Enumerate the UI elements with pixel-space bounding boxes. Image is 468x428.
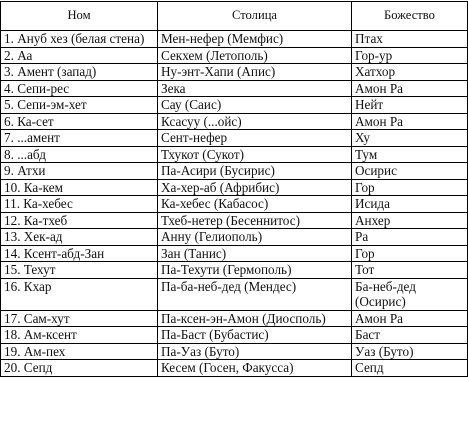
nome-cell: 9. Атхи xyxy=(1,163,158,180)
table-row xyxy=(1,196,468,213)
table-row xyxy=(1,262,468,279)
table-row xyxy=(1,343,468,360)
table-row xyxy=(1,163,468,180)
table-row xyxy=(1,278,468,310)
capital-cell: Па-Асири (Бусирис) xyxy=(158,163,352,180)
deity-cell: Ху xyxy=(352,130,468,147)
nome-cell: 11. Ка-хебес xyxy=(1,196,158,213)
deity-cell: Хатхор xyxy=(352,64,468,81)
capital-cell: Зан (Танис) xyxy=(158,245,352,262)
nome-cell: 4. Сепи-рес xyxy=(1,80,158,97)
deity-cell: Амон Ра xyxy=(352,310,468,327)
capital-cell: Анну (Гелиополь) xyxy=(158,229,352,246)
header-capital: Столица xyxy=(158,2,352,31)
table-row xyxy=(1,179,468,196)
nome-cell: 20. Сепд xyxy=(1,360,158,377)
deity-cell: Гор xyxy=(352,245,468,262)
nomes-table xyxy=(0,1,468,377)
deity-cell: Тот xyxy=(352,262,468,279)
nome-cell: 18. Ам-ксент xyxy=(1,327,158,344)
nome-cell: 15. Техут xyxy=(1,262,158,279)
nome-cell: 2. Аа xyxy=(1,47,158,64)
nome-cell: 1. Ануб хез (белая стена) xyxy=(1,31,158,48)
nome-cell: 13. Хек-ад xyxy=(1,229,158,246)
deity-cell: Анхер xyxy=(352,212,468,229)
table-row xyxy=(1,146,468,163)
table-body xyxy=(1,31,468,377)
capital-cell: Ксасуу (...ойс) xyxy=(158,113,352,130)
deity-cell: Гор xyxy=(352,179,468,196)
deity-cell: Сепд xyxy=(352,360,468,377)
deity-cell: Осирис xyxy=(352,163,468,180)
nome-cell: 5. Сепи-эм-хет xyxy=(1,97,158,114)
table-row xyxy=(1,245,468,262)
capital-cell: Кесем (Госен, Факусса) xyxy=(158,360,352,377)
nome-cell: 14. Ксент-абд-Зан xyxy=(1,245,158,262)
nome-cell: 6. Ка-сет xyxy=(1,113,158,130)
nome-cell: 3. Амент (запад) xyxy=(1,64,158,81)
capital-cell: Зека xyxy=(158,80,352,97)
header-row xyxy=(1,2,468,31)
capital-cell: Па-Техути (Гермополь) xyxy=(158,262,352,279)
capital-cell: Секхем (Летополь) xyxy=(158,47,352,64)
capital-cell: Па-ксен-эн-Амон (Диосполь) xyxy=(158,310,352,327)
capital-cell: Мен-нефер (Мемфис) xyxy=(158,31,352,48)
header-nome: Ном xyxy=(1,2,158,31)
table-row xyxy=(1,97,468,114)
deity-cell: Исида xyxy=(352,196,468,213)
table-row xyxy=(1,80,468,97)
nome-cell: 16. Кхар xyxy=(1,278,158,310)
deity-cell: Амон Ра xyxy=(352,80,468,97)
table-row xyxy=(1,212,468,229)
table-row xyxy=(1,47,468,64)
table-row xyxy=(1,31,468,48)
nome-cell: 8. ...абд xyxy=(1,146,158,163)
deity-cell: Уаз (Буто) xyxy=(352,343,468,360)
nome-cell: 7. ...амент xyxy=(1,130,158,147)
capital-cell: Па-ба-неб-дед (Мендес) xyxy=(158,278,352,310)
table-header xyxy=(1,2,468,31)
nome-cell: 19. Ам-пех xyxy=(1,343,158,360)
capital-cell: Ну-энт-Хапи (Апис) xyxy=(158,64,352,81)
capital-cell: Сент-нефер xyxy=(158,130,352,147)
capital-cell: Сау (Саис) xyxy=(158,97,352,114)
nome-cell: 10. Ка-кем xyxy=(1,179,158,196)
deity-cell: Ба-неб-дед (Осирис) xyxy=(352,278,468,310)
capital-cell: Ха-хер-аб (Африбис) xyxy=(158,179,352,196)
deity-cell: Нейт xyxy=(352,97,468,114)
table-row xyxy=(1,64,468,81)
capital-cell: Па-Уаз (Буто) xyxy=(158,343,352,360)
table-row xyxy=(1,327,468,344)
deity-cell: Ра xyxy=(352,229,468,246)
deity-cell: Тум xyxy=(352,146,468,163)
table-row xyxy=(1,360,468,377)
capital-cell: Ка-хебес (Кабасос) xyxy=(158,196,352,213)
capital-cell: Тхеб-нетер (Бесеннитос) xyxy=(158,212,352,229)
table-row xyxy=(1,229,468,246)
capital-cell: Па-Баст (Бубастис) xyxy=(158,327,352,344)
capital-cell: Тхукот (Сукот) xyxy=(158,146,352,163)
deity-cell: Гор-ур xyxy=(352,47,468,64)
deity-cell: Птах xyxy=(352,31,468,48)
table-row xyxy=(1,130,468,147)
table-row xyxy=(1,113,468,130)
nome-cell: 17. Сам-хут xyxy=(1,310,158,327)
header-deity: Божество xyxy=(352,2,468,31)
deity-cell: Амон Ра xyxy=(352,113,468,130)
table-row xyxy=(1,310,468,327)
deity-cell: Баст xyxy=(352,327,468,344)
nome-cell: 12. Ка-тхеб xyxy=(1,212,158,229)
